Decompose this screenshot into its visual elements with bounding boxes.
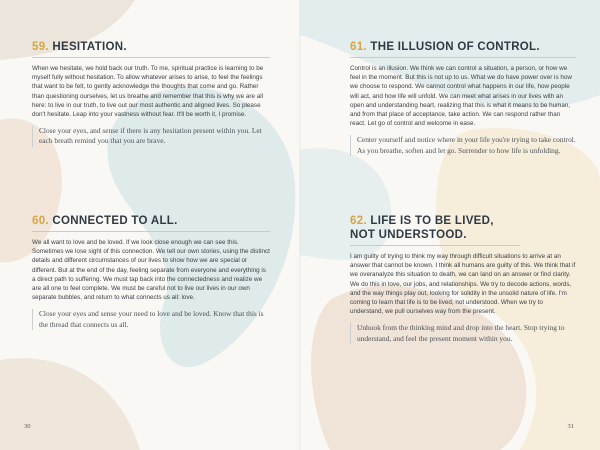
entry-title: CONNECTED TO ALL. bbox=[52, 215, 178, 227]
entry-heading bbox=[350, 40, 576, 58]
meditation-prompt: Close your eyes, and sense if there is any hesitation present within you. Let each breath remind you that you are brave. bbox=[32, 126, 270, 146]
entry-body: I am guilty of trying to think my way through difficult situations to arrive at an answer that cannot be known. I think all humans are guilty of this. We think that if we overanalyze this situation to death, we can land on an answer or find clarity. We do this in love, our jobs, and relationships. We try to decode actions, words, and the way things play out, looking for solidity in the unsolid nature of life. I'm coming to learn that life is to be lived, not understood. When we try to understand, we pull ourselves way from the present. bbox=[350, 253, 576, 316]
entry-title: HESITATION. bbox=[52, 41, 127, 53]
entry-number: 61. bbox=[350, 41, 367, 53]
entry-body: We all want to love and be loved. If we look close enough we can see this. Sometimes we lose sight of this connection. We tell our own stories, using the distinct details and different circumstances of our lives to show how we are special or different. But at the end of the day, feeling separate from everyone and everything is a direct path to suffering. We must tap back into the connectedness and realize we are all one to feel complete. We must be careful not to live our lives in our own separate bubbles, and return to what connects us all: love. bbox=[32, 239, 270, 302]
entry-heading bbox=[32, 40, 270, 58]
entry-61 bbox=[350, 40, 576, 156]
entry-number: 60. bbox=[32, 215, 49, 227]
right-page bbox=[300, 0, 600, 450]
entry-body: Control is an illusion. We think we can control a situation, a person, or how we feel in the moment. But this is not up to us. What we do have power over is how we choose to respond. We cannot control what happens in our life, how people will act, and how life will unfold. We can meet what arises in our lives with an open and understanding heart, realizing that this is what it means to be human, and from that place of acceptance, take action. We can respond rather than react. Let go of control and welcome in ease. bbox=[350, 65, 572, 128]
entry-59 bbox=[32, 40, 270, 147]
meditation-prompt: Close your eyes and sense your need to love and be loved. Know that this is the thread that connects us all. bbox=[32, 309, 270, 329]
entry-heading bbox=[350, 214, 520, 246]
entry-body: When we hesitate, we hold back our truth. To me, spiritual practice is learning to be myself fully without hesitation. To allow whatever arises to arise, to feel the feelings that want to be felt, to gently acknowledge the thoughts that come and go. Rather than questioning ourselves, let us breathe and remember that this is why we are all here: to live in our truth, to live out our most authentic and aligned lives. So please don't hesitate. Leap into your vastness without fear. It'll be worth it, I promise. bbox=[32, 65, 264, 119]
entry-title: LIFE IS TO BE LIVED, NOT UNDERSTOOD. bbox=[350, 215, 494, 241]
page-number: 31 bbox=[567, 423, 574, 430]
meditation-prompt: Unhook from the thinking mind and drop into the heart. Stop trying to understand, and feel the present moment within you. bbox=[350, 323, 576, 343]
entry-62 bbox=[350, 214, 576, 344]
entry-title: THE ILLUSION OF CONTROL. bbox=[370, 41, 540, 53]
meditation-prompt: Center yourself and notice where in your life you're trying to take control. As you breathe, soften and let go. Surrender to how life is unfolding. bbox=[350, 135, 576, 155]
entry-number: 59. bbox=[32, 41, 49, 53]
entry-number: 62. bbox=[350, 215, 367, 227]
page-number: 30 bbox=[24, 423, 31, 430]
entry-60 bbox=[32, 214, 270, 330]
entry-heading bbox=[32, 214, 270, 232]
